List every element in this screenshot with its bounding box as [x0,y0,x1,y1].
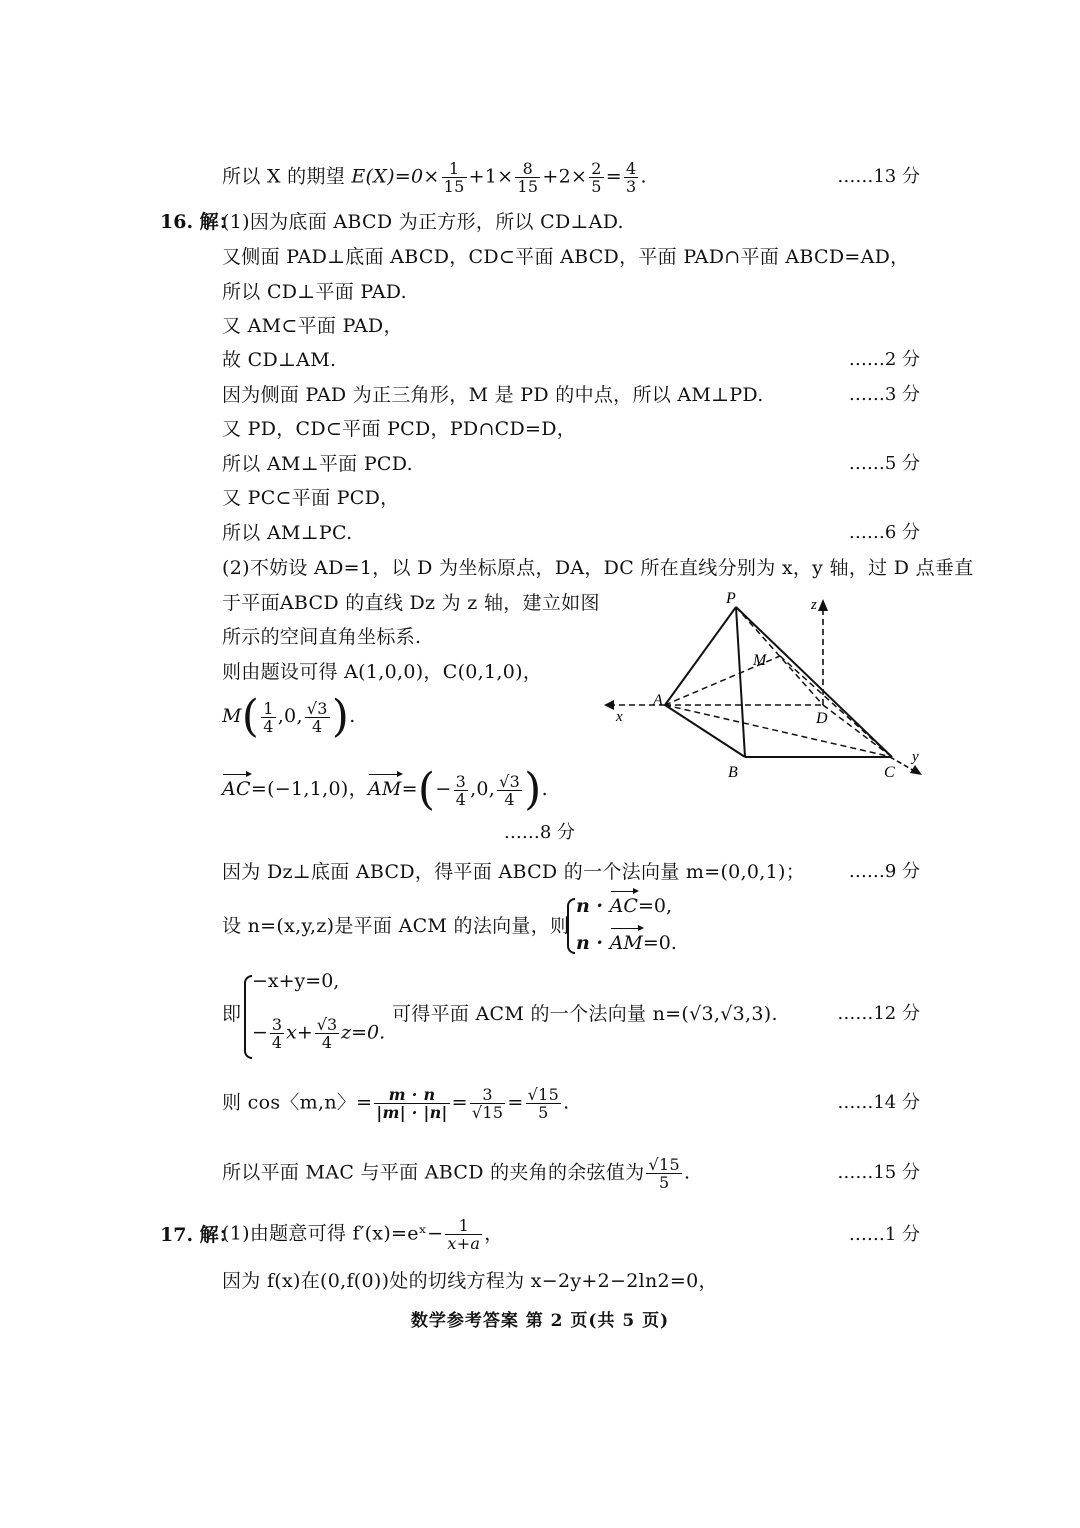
q16-normal-m: 因为 Dz⊥底面 ABCD，得平面 ABCD 的一个法向量 m=(0,0,1)； [222,861,806,883]
label-c: C [884,764,895,781]
fraction: $\frac{3}{4}$ [271,1015,283,1052]
score-1: ……1 分 [848,1224,920,1245]
q16-line-9: 又 PC⊂平面 PCD， [222,487,400,509]
score-9: ……9 分 [848,861,920,882]
text: . [563,1091,570,1114]
fraction: $\frac{√3}{4}$ [306,698,328,736]
fraction: $\frac{8}{15}$ [517,159,539,196]
text: 则 cos〈m,n〉= [222,1091,373,1114]
text: =0, [637,895,672,917]
system-row-4 [252,1016,385,1051]
text: ,0, [470,778,496,800]
text: = [507,1091,524,1114]
question-17-number: 17. 解： [160,1224,238,1246]
q16-ji: 即 [222,1003,242,1025]
text: . [541,778,548,800]
paren: ( [417,764,436,815]
q16-m-coord [222,691,356,742]
q16-set-n: 设 n=(x,y,z)是平面 ACM 的法向量，则 [222,915,570,937]
q16-line-6: 因为侧面 PAD 为正三角形，M 是 PD 的中点，所以 AM⊥PD. [222,384,764,406]
q16-line-1: (1)因为底面 ABCD 为正方形，所以 CD⊥AD. [222,211,624,233]
text: M [222,705,242,727]
fraction: $\frac{√3}{4}$ [316,1015,338,1052]
paren: ) [524,764,542,815]
fraction: $\frac{1}{x+a}$ [447,1216,481,1253]
text: E(X)=0× [351,165,440,188]
paren: ) [331,691,350,742]
fraction: $\frac{4}{3}$ [625,159,637,196]
q16-line-8: 所以 AM⊥平面 PCD. [222,453,413,475]
system-row-2 [576,930,677,956]
system-brace [244,975,252,1059]
text: +1× [468,165,514,188]
label-p: P [726,590,736,607]
text: . [349,705,356,727]
q17-line-2: 因为 f(x)在(0,f(0))处的切线方程为 x−2y+2−2ln2=0， [222,1270,718,1292]
q16-normal-n: 可得平面 ACM 的一个法向量 n=(√3,√3,3). [392,1003,778,1025]
score-12: ……12 分 [837,1003,920,1024]
paren: ( [241,691,260,742]
edge-pc [736,607,892,757]
text: z=0. [341,1021,386,1044]
label-d: D [816,710,828,727]
system-brace [567,898,575,954]
question-16-number: 16. 解： [160,211,238,233]
fraction: $\frac{2}{5}$ [591,159,602,196]
vector-ac: AC [222,778,251,800]
fraction: $\frac{√3}{4}$ [499,771,521,809]
fraction: $\frac{1}{15}$ [443,159,465,196]
score-3: ……3 分 [848,384,920,405]
q16-line-11: (2)不妨设 AD=1，以 D 为坐标原点，DA，DC 所在直线分别为 x，y 轴，过 D 点垂直 [222,557,974,579]
fraction: $\frac{m \cdot n}{|m| \cdot |n|}$ [376,1085,448,1122]
text: . [640,165,647,188]
z-axis-arrow [818,599,828,611]
system-row-1 [576,893,672,919]
q16-line-7: 又 PD，CD⊂平面 PCD，PD∩CD=D， [222,418,577,440]
text: +2× [542,165,588,188]
text: − [252,1021,268,1044]
text: =(−1,1,0)， [250,778,368,800]
system-row-3: −x+y=0, [252,970,340,992]
q16-line-10: 所以 AM⊥PC. [222,522,353,544]
page-footer: 数学参考答案 第 2 页(共 5 页) [410,1311,670,1331]
edge-ab [665,705,745,757]
q16-line-14: 则由题设可得 A(1,0,0)，C(0,1,0)， [222,661,543,683]
edge-pb [736,607,745,757]
text: = [605,165,622,188]
score-6: ……6 分 [848,522,920,543]
fraction: $\frac{√15}{5}$ [648,1155,680,1192]
vector-ac: AC [609,895,638,917]
q16-cos-line [222,1086,569,1121]
q16-vectors [222,764,548,815]
text: n · [576,895,610,917]
text: ， [484,1222,504,1245]
score-8: ……8 分 [503,822,575,843]
label-b: B [728,764,738,781]
text: 所以平面 MAC 与平面 ABCD 的夹角的余弦值为 [222,1161,645,1184]
fraction: $\frac{1}{4}$ [263,698,274,736]
edge-dc [823,705,892,757]
score-13: ……13 分 [837,166,920,187]
x-axis-arrow [604,700,614,710]
label-x: x [616,709,623,725]
q16-line-5: 故 CD⊥AM. [222,349,337,371]
label-z: z [811,597,817,613]
score-14: ……14 分 [837,1092,920,1113]
text: n · [576,932,610,954]
text: ,0, [277,705,303,727]
text: =0. [642,932,677,954]
p15-expectation-line [222,160,647,195]
q17-line-1 [222,1217,504,1252]
vector-am: AM [367,778,402,800]
score-15: ……15 分 [837,1162,920,1183]
text: x+ [286,1021,313,1044]
label-a: A [653,692,663,709]
fraction: $\frac{3}{√15}$ [471,1085,504,1122]
fraction: $\frac{√15}{5}$ [527,1085,560,1122]
score-2: ……2 分 [848,349,920,370]
pyramid-figure [600,585,930,785]
label-m: M [753,652,767,669]
q16-line-13: 所示的空间直角坐标系. [222,626,422,648]
q16-final-line [222,1156,690,1191]
score-5: ……5 分 [848,453,920,474]
text: = [401,778,418,800]
text: . [683,1161,691,1184]
q16-line-3: 所以 CD⊥平面 PAD. [222,281,407,303]
edge-pa [665,607,736,705]
vector-am: AM [609,932,643,954]
text: = [451,1091,468,1114]
fraction: $\frac{3}{4}$ [455,771,467,809]
text: 所以 X 的期望 [222,165,346,188]
q16-line-4: 又 AM⊂平面 PAD， [222,315,403,337]
text: − [435,778,452,800]
q16-line-12: 于平面ABCD 的直线 Dz 为 z 轴，建立如图 [222,592,600,614]
q16-line-2: 又侧面 PAD⊥底面 ABCD，CD⊂平面 ABCD，平面 PAD∩平面 ABCD=AD， [222,246,910,268]
label-y: y [912,749,919,765]
text: (1)由题意可得 f′(x)=eˣ− [222,1222,444,1245]
